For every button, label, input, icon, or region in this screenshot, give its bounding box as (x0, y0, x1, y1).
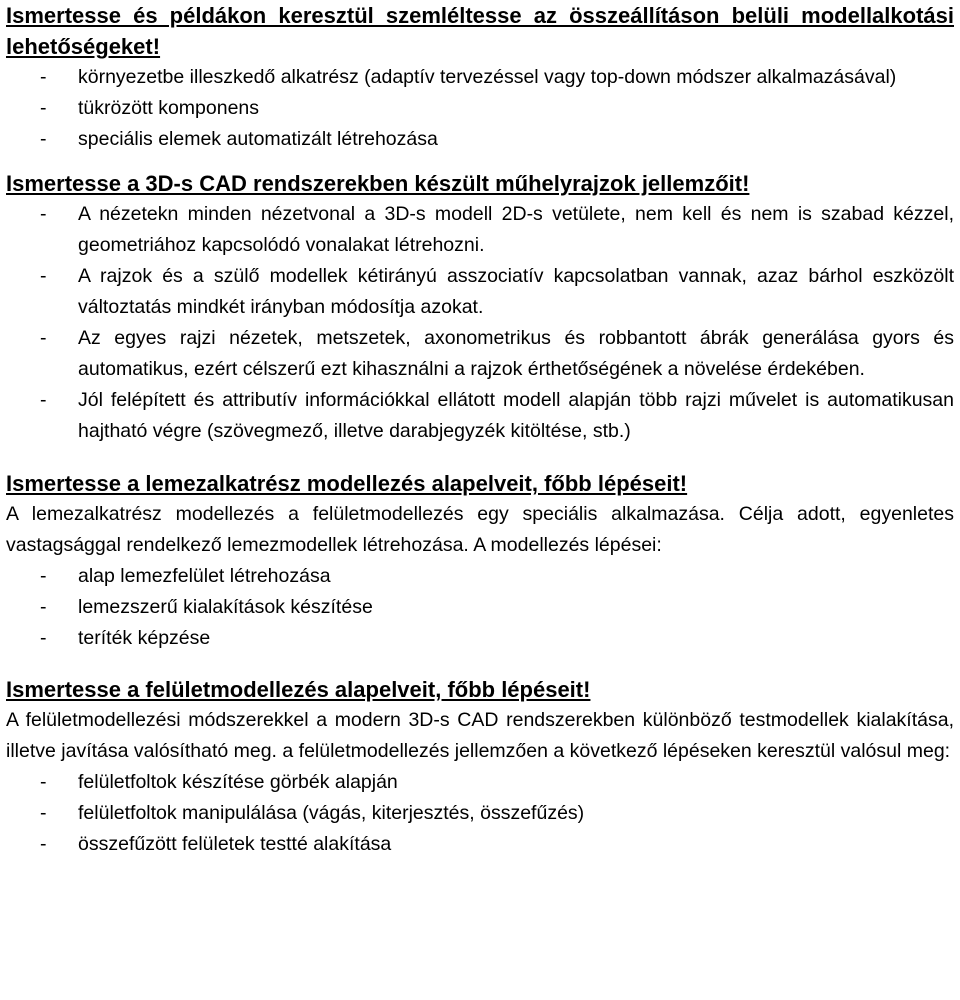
section-paragraph: A lemezalkatrész modellezés a felületmodellezés egy speciális alkalmazása. Célja adott, egyenletes vastagsággal rendelkező lemezmodellek létrehozása. A modellezés lépései: (6, 503, 954, 556)
list-item: - teríték képzése (6, 623, 954, 654)
section-heading: Ismertesse a 3D-s CAD rendszerekben készült műhelyrajzok jellemzőit! (6, 171, 750, 196)
list-item: - Az egyes rajzi nézetek, metszetek, axonometrikus és robbantott ábrák generálása gyors és automatikus, ezért célszerű ezt kihasználni a rajzok érthetőségének a növelése érdekében. (6, 323, 954, 385)
list-item: - speciális elemek automatizált létrehozása (6, 124, 954, 155)
section-heading: Ismertesse és példákon keresztül szemléltesse az összeállításon belüli modellalkotási lehetőségeket! (6, 3, 954, 59)
bullet-list (6, 767, 954, 860)
list-item: - A rajzok és a szülő modellek kétirányú asszociatív kapcsolatban vannak, azaz bárhol eszközölt változtatás mindkét irányban módosítja azokat. (6, 261, 954, 323)
list-item: - alap lemezfelület létrehozása (6, 561, 954, 592)
section-heading: Ismertesse a felületmodellezés alapelveit, főbb lépéseit! (6, 677, 591, 702)
list-item: - Jól felépített és attributív információkkal ellátott modell alapján több rajzi művelet is automatikusan hajtható végre (szövegmező, illetve darabjegyzék kitöltése, stb.) (6, 385, 954, 447)
list-item: - tükrözött komponens (6, 93, 954, 124)
list-item: - felületfoltok készítése görbék alapján (6, 767, 954, 798)
list-item: - A nézetekn minden nézetvonal a 3D-s modell 2D-s vetülete, nem kell és nem is szabad kézzel, geometriához kapcsolódó vonalakat létrehozni. (6, 199, 954, 261)
section-sheet-metal (6, 468, 954, 654)
bullet-list (6, 561, 954, 654)
list-item: - összefűzött felületek testté alakítása (6, 829, 954, 860)
section-heading: Ismertesse a lemezalkatrész modellezés alapelveit, főbb lépéseit! (6, 471, 688, 496)
section-surface-modelling (6, 674, 954, 860)
list-item: - lemezszerű kialakítások készítése (6, 592, 954, 623)
section-paragraph: A felületmodellezési módszerekkel a modern 3D-s CAD rendszerekben különböző testmodellek kialakítása, illetve javítása valósítható meg. a felületmodellezés jellemzően a következő lépéseken keresztül valósul meg: (6, 709, 954, 762)
section-modelling-options (6, 0, 954, 155)
bullet-list (6, 199, 954, 447)
list-item: - környezetbe illeszkedő alkatrész (adaptív tervezéssel vagy top-down módszer alkalmazásával) (6, 62, 954, 93)
list-item: - felületfoltok manipulálása (vágás, kiterjesztés, összefűzés) (6, 798, 954, 829)
section-workshop-drawings (6, 168, 954, 447)
bullet-list (6, 62, 954, 155)
